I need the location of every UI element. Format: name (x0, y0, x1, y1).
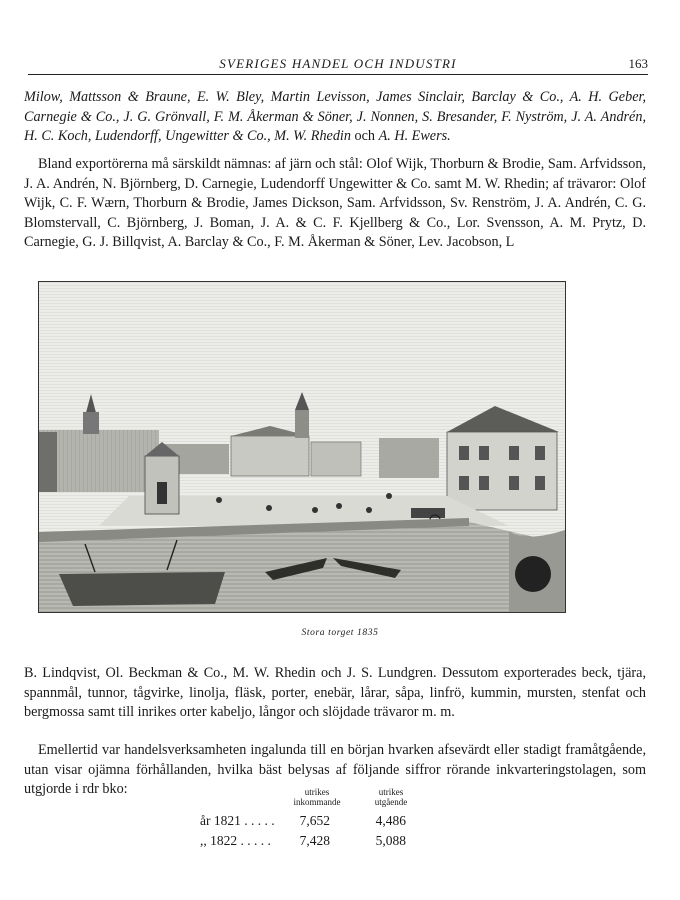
exporters-paragraph: Bland exportörerna må särskildt nämnas: af järn och stål: Olof Wijk, Thorburn & Brodie, Sam. Arfvidsson, J. A. Andrén, N. Björnberg, D. Carnegie, Ludendorff Ungewitter & Co. samt M. W. Rhedin; af trävaror: Olof Wijk, C. F. Wærn, Thorburn & Brodie, James Dickson, Sam. Arfvidsson, Sv. Renström, J. A. Andrén, C. G. Blomstervall, C. Björnberg, J. Boman, J. A. & C. F. Kjellberg & Co., Lor. Svensson, A. M. Prytz, D. Carnegie, G. J. Billqvist, A. Barclay & Co., F. M. Åkerman & Söner, Lev. Jacobson, L (24, 156, 646, 251)
column-header-imported: utrikes inkommande (293, 787, 341, 807)
engraving-illustration (39, 282, 565, 612)
running-title: SVERIGES HANDEL OCH INDUSTRI (219, 56, 457, 71)
trade-figures-paragraph: Emellertid var handelsverksamheten ingalunda till en början hvarken afsevärdt eller stadigt framåtgående, utan visar ojämna förhållanden, hvilka bäst belysas af följande siffror rörande inkvarteringstolagen, som utgjorde i rdr bko: (24, 742, 646, 798)
imported-value: 7,652 (299, 813, 330, 828)
merchant-list-och: och (350, 128, 379, 145)
row-label: ,, 1822 . . . . . (200, 833, 271, 848)
table-row (200, 813, 430, 833)
page-number: 163 (628, 56, 648, 71)
merchant-list-part1: Milow, Mattsson & Braune, E. W. Bley, Martin Levisson, James Sinclair, Barclay & Co., A. H. Geber, Carnegie & Co., J. G. Grönvall, F. M. Åkerman & Söner, J. Nonnen, S. Bresander, F. Nyström, J. A. Andrén, H. C. Koch, Ludendorff, Ungewitter & Co., M. W. Rhedin (24, 89, 646, 145)
exported-value: 5,088 (375, 833, 406, 848)
continuation-paragraph: B. Lindqvist, Ol. Beckman & Co., M. W. Rhedin och J. S. Lundgren. Dessutom exporterades beck, tjära, spannmål, tunnor, tågvirke, linolja, fläsk, porter, enebär, lårar, såpa, linfrö, kummin, mursten, stenfat och bergmossa samt till inrikes orter kabeljo, långor och slöjdade trävaror m. m. (24, 665, 646, 721)
engraving-stora-torget (38, 281, 566, 613)
running-header (28, 56, 648, 75)
exported-value: 4,486 (375, 813, 406, 828)
column-header-exported: utrikes utgående (374, 787, 408, 807)
row-label: år 1821 . . . . . (200, 813, 275, 828)
figure-caption: Stora torget 1835 (301, 628, 379, 638)
merchant-list-paragraph (24, 88, 646, 147)
merchant-list-part2: A. H. Ewers. (378, 128, 451, 145)
table-row (200, 833, 430, 853)
imported-value: 7,428 (299, 833, 330, 848)
